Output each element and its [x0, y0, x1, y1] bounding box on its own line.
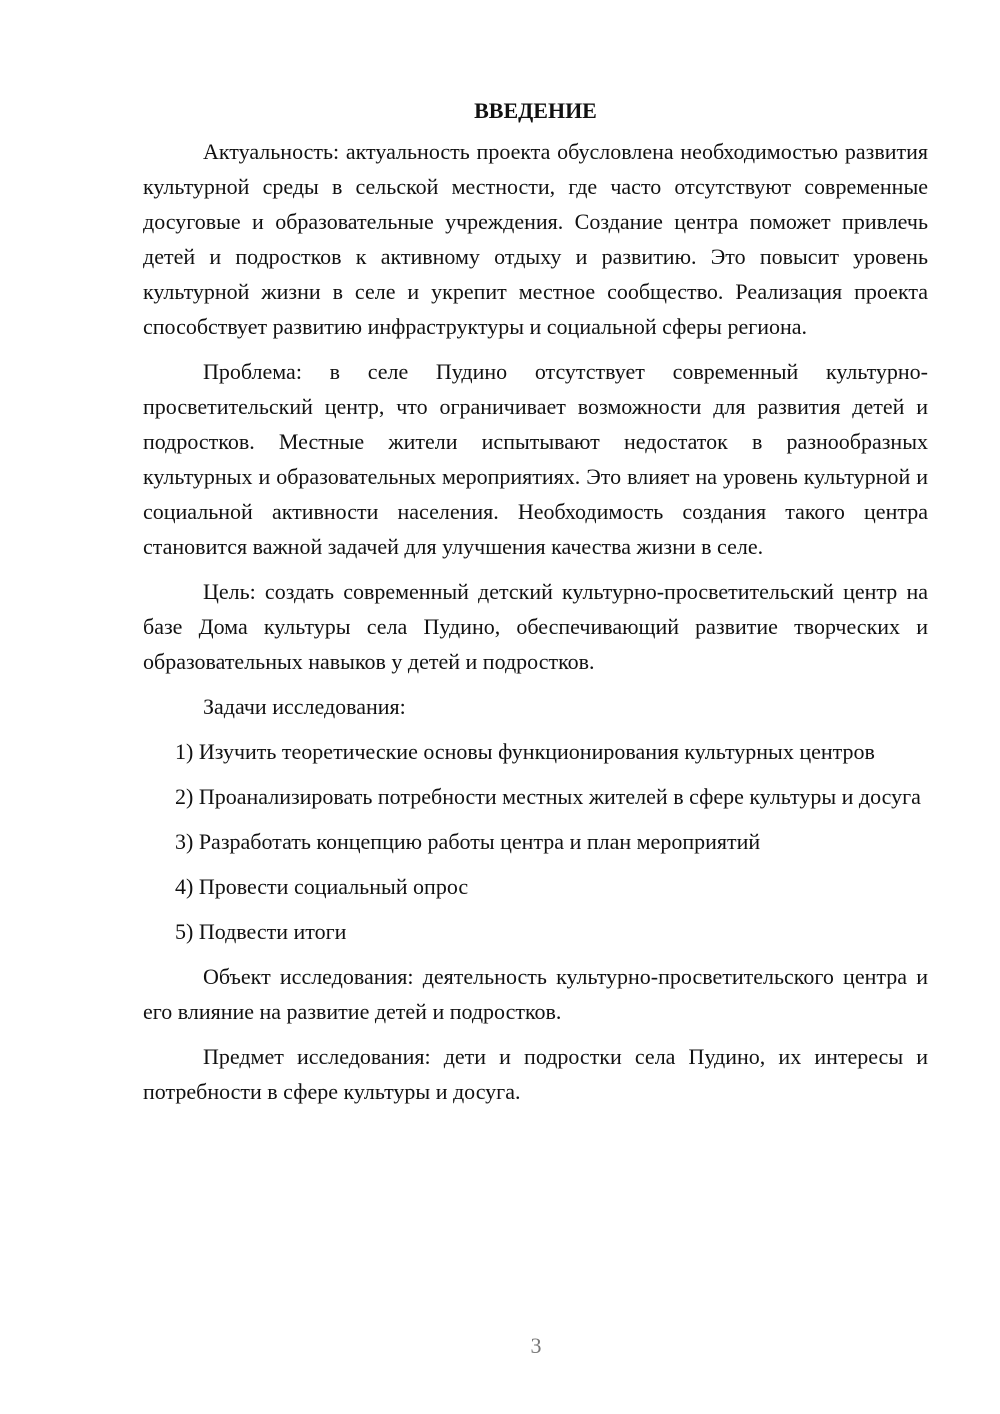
problem-paragraph: Проблема: в селе Пудино отсутствует современный культурно-просветительский центр, что ограничивает возможности для развития детей и подростков. Местные жители испытывают недостаток в разнообразных культурных и образовательных мероприятиях. Это влияет на уровень культурной и социальной активности населения. Необходимость создания такого центра становится важной задачей для улучшения качества жизни в селе. — [143, 359, 928, 559]
page-title: ВВЕДЕНИЕ — [474, 98, 597, 123]
tasks-title: Задачи исследования: — [203, 694, 406, 719]
relevance-paragraph: Актуальность: актуальность проекта обусловлена необходимостью развития культурной среды в сельской местности, где часто отсутствуют современные досуговые и образовательные учреждения. Создание центра поможет привлечь детей и подростков к активному отдыху и развитию. Это повысит уровень культурной жизни в селе и укрепит местное сообщество. Реализация проекта способствует развитию инфраструктуры и социальной сферы региона. — [143, 139, 928, 339]
task-item-1: 1) Изучить теоретические основы функционирования культурных центров — [175, 739, 875, 764]
task-item-2: 2) Проанализировать потребности местных жителей в сфере культуры и досуга — [175, 784, 921, 809]
task-item-5: 5) Подвести итоги — [175, 919, 347, 944]
subject-paragraph: Предмет исследования: дети и подростки села Пудино, их интересы и потребности в сфере культуры и досуга. — [143, 1044, 928, 1104]
page-content — [143, 96, 928, 1119]
task-item-4: 4) Провести социальный опрос — [175, 874, 469, 899]
task-item-3: 3) Разработать концепцию работы центра и план мероприятий — [175, 829, 761, 854]
goal-paragraph: Цель: создать современный детский культурно-просветительский центр на базе Дома культуры села Пудино, обеспечивающий развитие творческих и образовательных навыков у детей и подростков. — [143, 579, 928, 674]
object-paragraph: Объект исследования: деятельность культурно-просветительского центра и его влияние на развитие детей и подростков. — [143, 964, 928, 1024]
page-number: 3 — [530, 1333, 542, 1358]
